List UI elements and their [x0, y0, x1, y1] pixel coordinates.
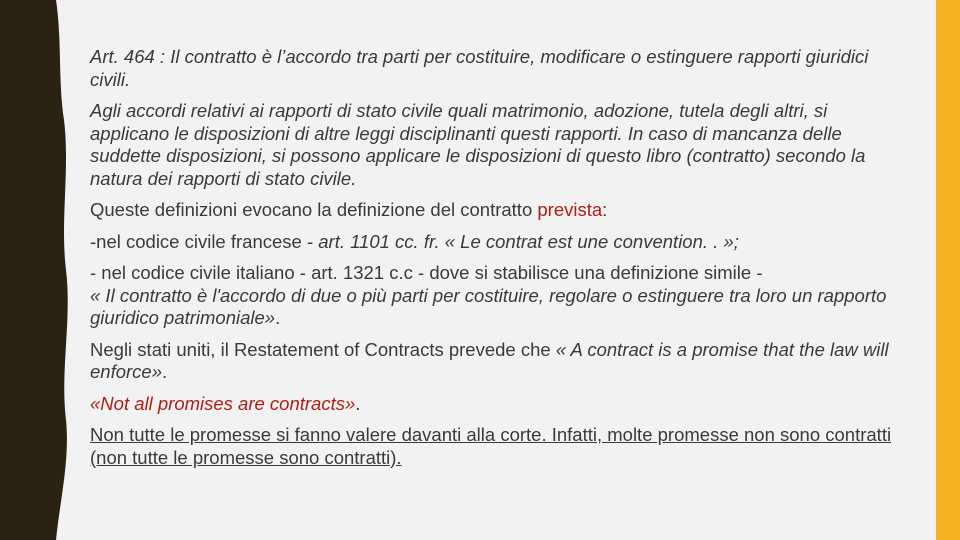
definitions-paragraph: [90, 199, 908, 222]
us-restatement-quote: « A contract is a promise that the law will enforce»: [90, 338, 889, 382]
civil-status-paragraph: Agli accordi relativi ai rapporti di stato civile quali matrimonio, adozione, tutela degli altri, si applicano le disposizioni di altre leggi disciplinanti questi rapporti. In caso di mancanza delle suddette disposizioni, si possono applicare le disposizioni di questo libro (contratto) secondo la natura dei rapporti di stato civile.: [90, 100, 866, 189]
highlight-prevista: prevista: [537, 199, 603, 220]
definitions-colon: :: [602, 199, 608, 220]
us-restatement-paragraph: [90, 339, 908, 384]
french-code-label: -nel codice civile francese -: [90, 230, 319, 252]
accent-bar: [936, 0, 960, 540]
us-restatement-end: .: [162, 361, 168, 382]
decorative-left-band: [0, 0, 80, 540]
italian-code-paragraph: [90, 262, 908, 330]
not-all-promises-end: .: [355, 392, 361, 414]
french-code-paragraph: [90, 231, 908, 254]
not-all-promises-quote: «Not all promises are contracts»: [90, 392, 356, 414]
article-464-paragraph: Art. 464 : Il contratto è l’accordo tra parti per costituire, modificare o estinguere rapporti giuridici civili.: [90, 46, 869, 90]
not-all-promises-paragraph: [90, 393, 908, 416]
italian-code-label: - nel codice civile italiano - art. 1321 c.c - dove si stabilisce una definizione simile -: [90, 262, 763, 283]
french-code-quote: art. 1101 cc. fr. « Le contrat est une convention. . »;: [318, 230, 739, 252]
italian-code-quote: « Il contratto è l'accordo di due o più parti per costituire, regolare o estinguere tra loro un rapporto giuridico patrimoniale»: [90, 284, 887, 328]
us-restatement-text: Negli stati uniti, il Restatement of Contracts prevede che: [90, 338, 556, 360]
italian-code-end: .: [275, 307, 281, 328]
definitions-text: Queste definizioni evocano la definizione del contratto: [90, 199, 538, 220]
conclusion-paragraph: Non tutte le promesse si fanno valere davanti alla corte. Infatti, molte promesse non sono contratti (non tutte le promesse sono contratti).: [90, 424, 892, 468]
slide-body: [90, 46, 908, 478]
